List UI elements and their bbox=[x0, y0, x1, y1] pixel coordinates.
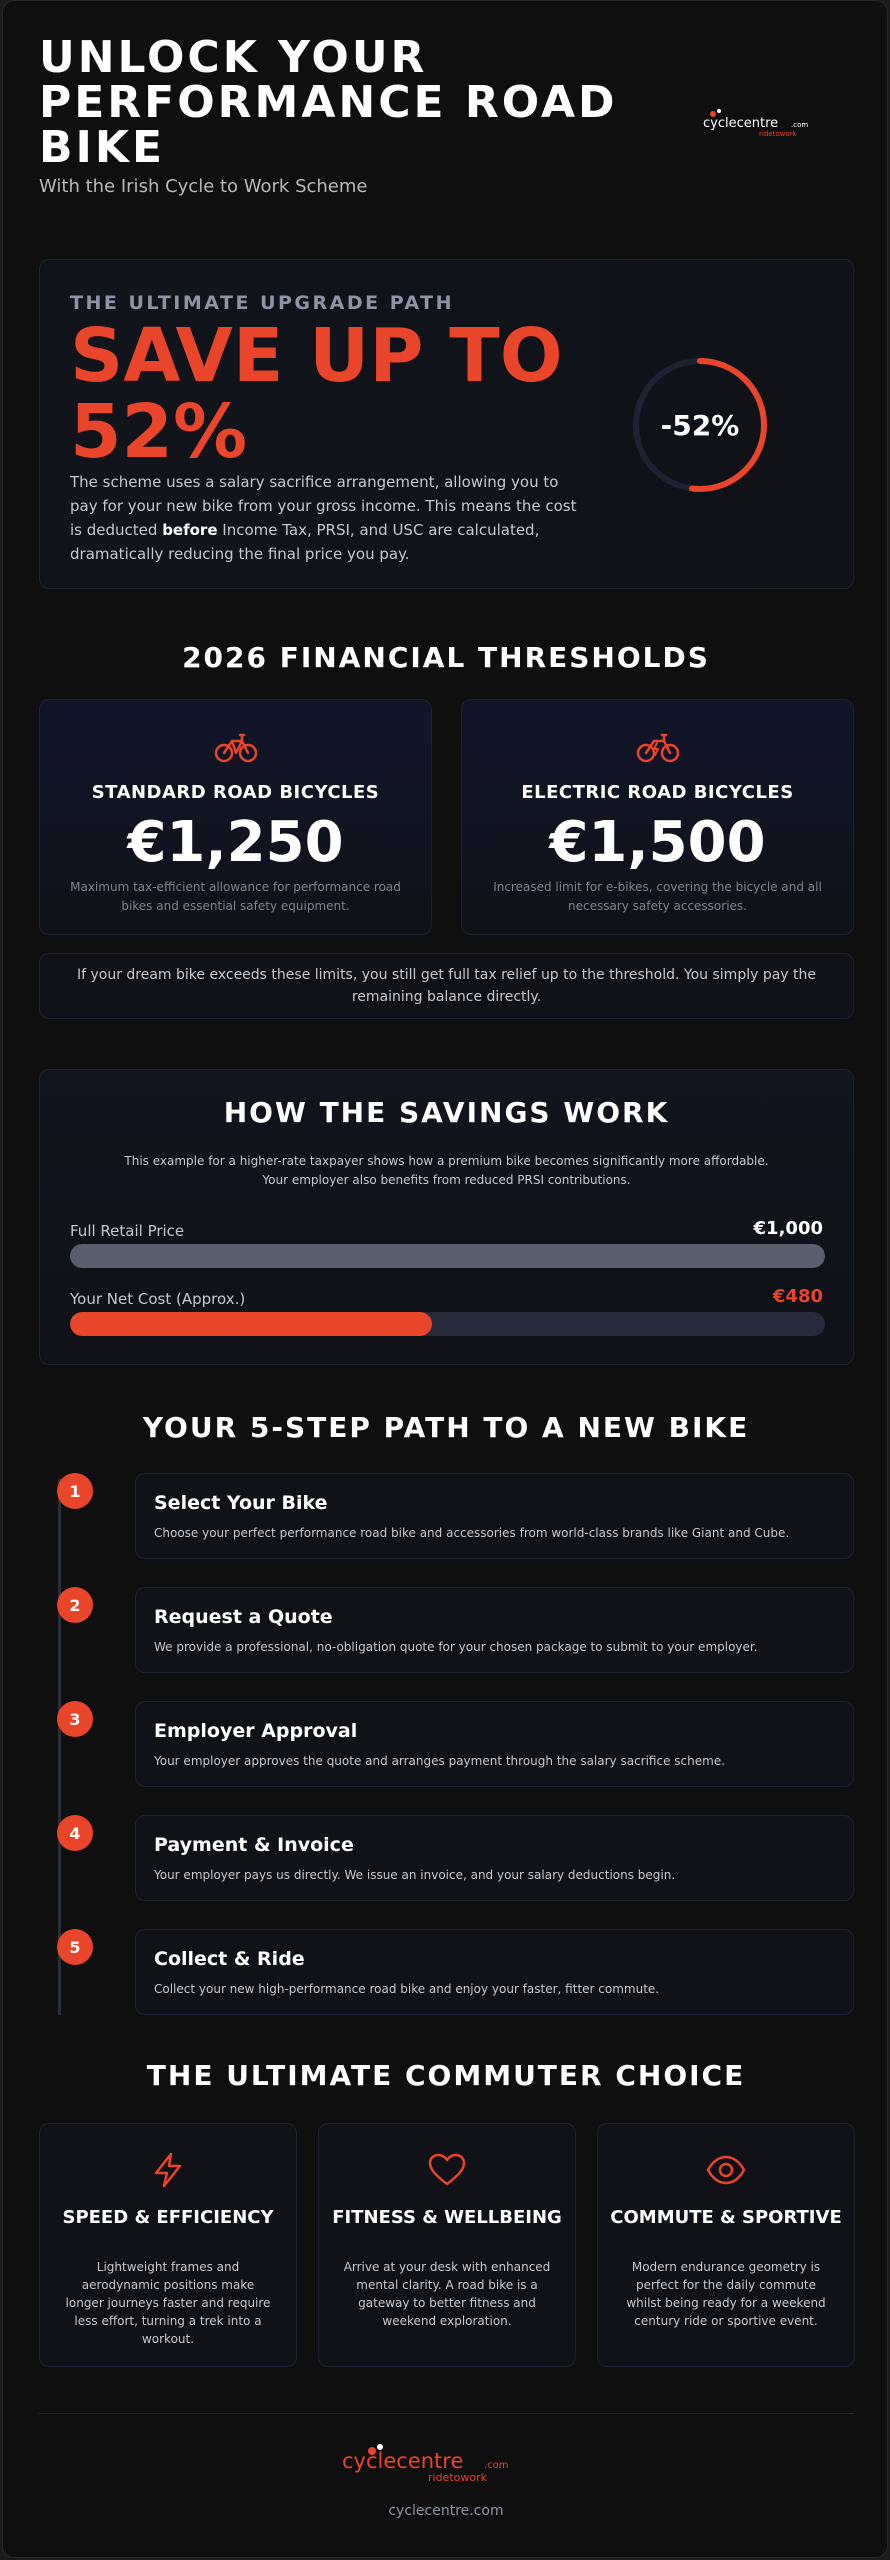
step-desc: We provide a professional, no-obligation quote for your chosen package to submit to your employer. bbox=[154, 1640, 758, 1654]
step-card bbox=[135, 1587, 854, 1673]
threshold-note: If your dream bike exceeds these limits, you still get full tax relief up to the threshold. You simply pay the remaining balance directly. bbox=[39, 953, 854, 1019]
step-desc: Choose your perfect performance road bike and accessories from world-class brands like Giant and Cube. bbox=[154, 1526, 790, 1540]
step-title: Collect & Ride bbox=[154, 1948, 305, 1970]
step-number: 5 bbox=[57, 1929, 93, 1965]
feature-desc: Arrive at your desk with enhanced mental clarity. A road bike is a gateway to better fitness and weekend exploration. bbox=[343, 2260, 551, 2328]
svg-text:cyclecentre: cyclecentre bbox=[342, 2449, 464, 2473]
step-title: Employer Approval bbox=[154, 1720, 358, 1742]
hero-body bbox=[70, 470, 590, 566]
svg-text:.com: .com bbox=[791, 121, 809, 129]
svg-text:ridetowork: ridetowork bbox=[428, 2471, 487, 2484]
infographic-page bbox=[2, 0, 888, 2558]
footer-divider bbox=[39, 2413, 854, 2414]
page-subtitle: With the Irish Cycle to Work Scheme bbox=[39, 176, 368, 197]
feature-desc: Lightweight frames and aerodynamic positions make longer journeys faster and require less effort, turning a trek into a workout. bbox=[65, 2260, 271, 2346]
threshold-name: STANDARD ROAD BICYCLES bbox=[91, 782, 380, 803]
page-title: UNLOCK YOUR PERFORMANCE ROAD BIKE bbox=[39, 32, 618, 173]
feature-card-fitness bbox=[318, 2123, 576, 2367]
retail-bar-track bbox=[70, 1244, 825, 1268]
ring-label: -52% bbox=[660, 408, 740, 442]
threshold-card-standard bbox=[39, 699, 432, 935]
retail-bar-fill bbox=[70, 1244, 825, 1268]
threshold-value: €1,250 bbox=[127, 810, 344, 875]
net-cost-value: €480 bbox=[772, 1286, 823, 1307]
feature-card-commute bbox=[597, 2123, 855, 2367]
feature-title: SPEED & EFFICIENCY bbox=[62, 2207, 274, 2228]
step-card bbox=[135, 1701, 854, 1787]
threshold-desc: Maximum tax-efficient allowance for performance road bikes and essential safety equipment. bbox=[70, 880, 401, 913]
savings-title: HOW THE SAVINGS WORK bbox=[223, 1096, 670, 1129]
bicycle-icon bbox=[213, 728, 259, 764]
heart-icon bbox=[427, 2150, 467, 2190]
step-title: Request a Quote bbox=[154, 1606, 333, 1628]
retail-label: Full Retail Price bbox=[70, 1222, 185, 1240]
svg-text:ridetowork: ridetowork bbox=[759, 130, 797, 138]
net-bar-track bbox=[70, 1312, 825, 1336]
footer-url[interactable]: cyclecentre.com bbox=[388, 2503, 504, 2519]
threshold-desc: Increased limit for e-bikes, covering the bicycle and all necessary safety accessories. bbox=[493, 880, 822, 913]
hero-headline: SAVE UP TO 52% bbox=[70, 313, 563, 475]
svg-text:.com: .com bbox=[484, 2460, 509, 2471]
cyclecentre-logo bbox=[699, 105, 819, 141]
svg-text:cyclecentre: cyclecentre bbox=[703, 116, 779, 131]
savings-desc bbox=[40, 1152, 853, 1190]
cyclecentre-logo-footer bbox=[336, 2441, 516, 2487]
step-number: 3 bbox=[57, 1701, 93, 1737]
hero-body-pre: The scheme uses a salary sacrifice arrangement, allowing you to pay for your new bike from your gross income. This means the cost is deducted bbox=[70, 473, 577, 539]
hero-body-bold: before bbox=[162, 521, 218, 539]
savings-desc-line1: This example for a higher-rate taxpayer shows how a premium bike becomes significantly more affordable. bbox=[124, 1154, 769, 1168]
net-cost-label: Your Net Cost (Approx.) bbox=[70, 1290, 246, 1308]
step-number: 2 bbox=[57, 1587, 93, 1623]
steps-title: YOUR 5-STEP PATH TO A NEW BIKE bbox=[142, 1411, 750, 1444]
step-number: 1 bbox=[57, 1473, 93, 1509]
step-number: 4 bbox=[57, 1815, 93, 1851]
net-bar-fill bbox=[70, 1312, 432, 1336]
threshold-name: ELECTRIC ROAD BICYCLES bbox=[521, 782, 794, 803]
step-desc: Collect your new high-performance road bike and enjoy your faster, fitter commute. bbox=[154, 1982, 660, 1996]
step-card bbox=[135, 1929, 854, 2015]
hero-kicker: THE ULTIMATE UPGRADE PATH bbox=[70, 292, 454, 314]
header bbox=[39, 32, 859, 205]
step-desc: Your employer approves the quote and arranges payment through the salary sacrifice scheme. bbox=[154, 1754, 726, 1768]
retail-value: €1,000 bbox=[753, 1218, 823, 1239]
ebike-icon bbox=[635, 728, 681, 764]
savings-card bbox=[39, 1069, 854, 1365]
threshold-card-electric bbox=[461, 699, 854, 935]
savings-desc-line2: Your employer also benefits from reduced PRSI contributions. bbox=[262, 1173, 631, 1187]
step-title: Select Your Bike bbox=[154, 1492, 328, 1514]
feature-title: COMMUTE & SPORTIVE bbox=[610, 2207, 842, 2228]
thresholds-title: 2026 FINANCIAL THRESHOLDS bbox=[182, 641, 710, 674]
lightning-icon bbox=[148, 2150, 188, 2190]
threshold-value: €1,500 bbox=[549, 810, 766, 875]
savings-hero-card bbox=[39, 259, 854, 589]
feature-desc: Modern endurance geometry is perfect for the daily commute whilst being ready for a weekend century ride or sportive event. bbox=[626, 2260, 826, 2328]
features-title: THE ULTIMATE COMMUTER CHOICE bbox=[146, 2059, 746, 2092]
step-title: Payment & Invoice bbox=[154, 1834, 354, 1856]
feature-title: FITNESS & WELLBEING bbox=[332, 2207, 562, 2228]
step-card bbox=[135, 1815, 854, 1901]
hero-body-post: Income Tax, PRSI, and USC are calculated, dramatically reducing the final price you pay. bbox=[70, 521, 540, 563]
eye-icon bbox=[706, 2150, 746, 2190]
step-desc: Your employer pays us directly. We issue an invoice, and your salary deductions begin. bbox=[154, 1868, 676, 1882]
step-card bbox=[135, 1473, 854, 1559]
feature-card-speed bbox=[39, 2123, 297, 2367]
